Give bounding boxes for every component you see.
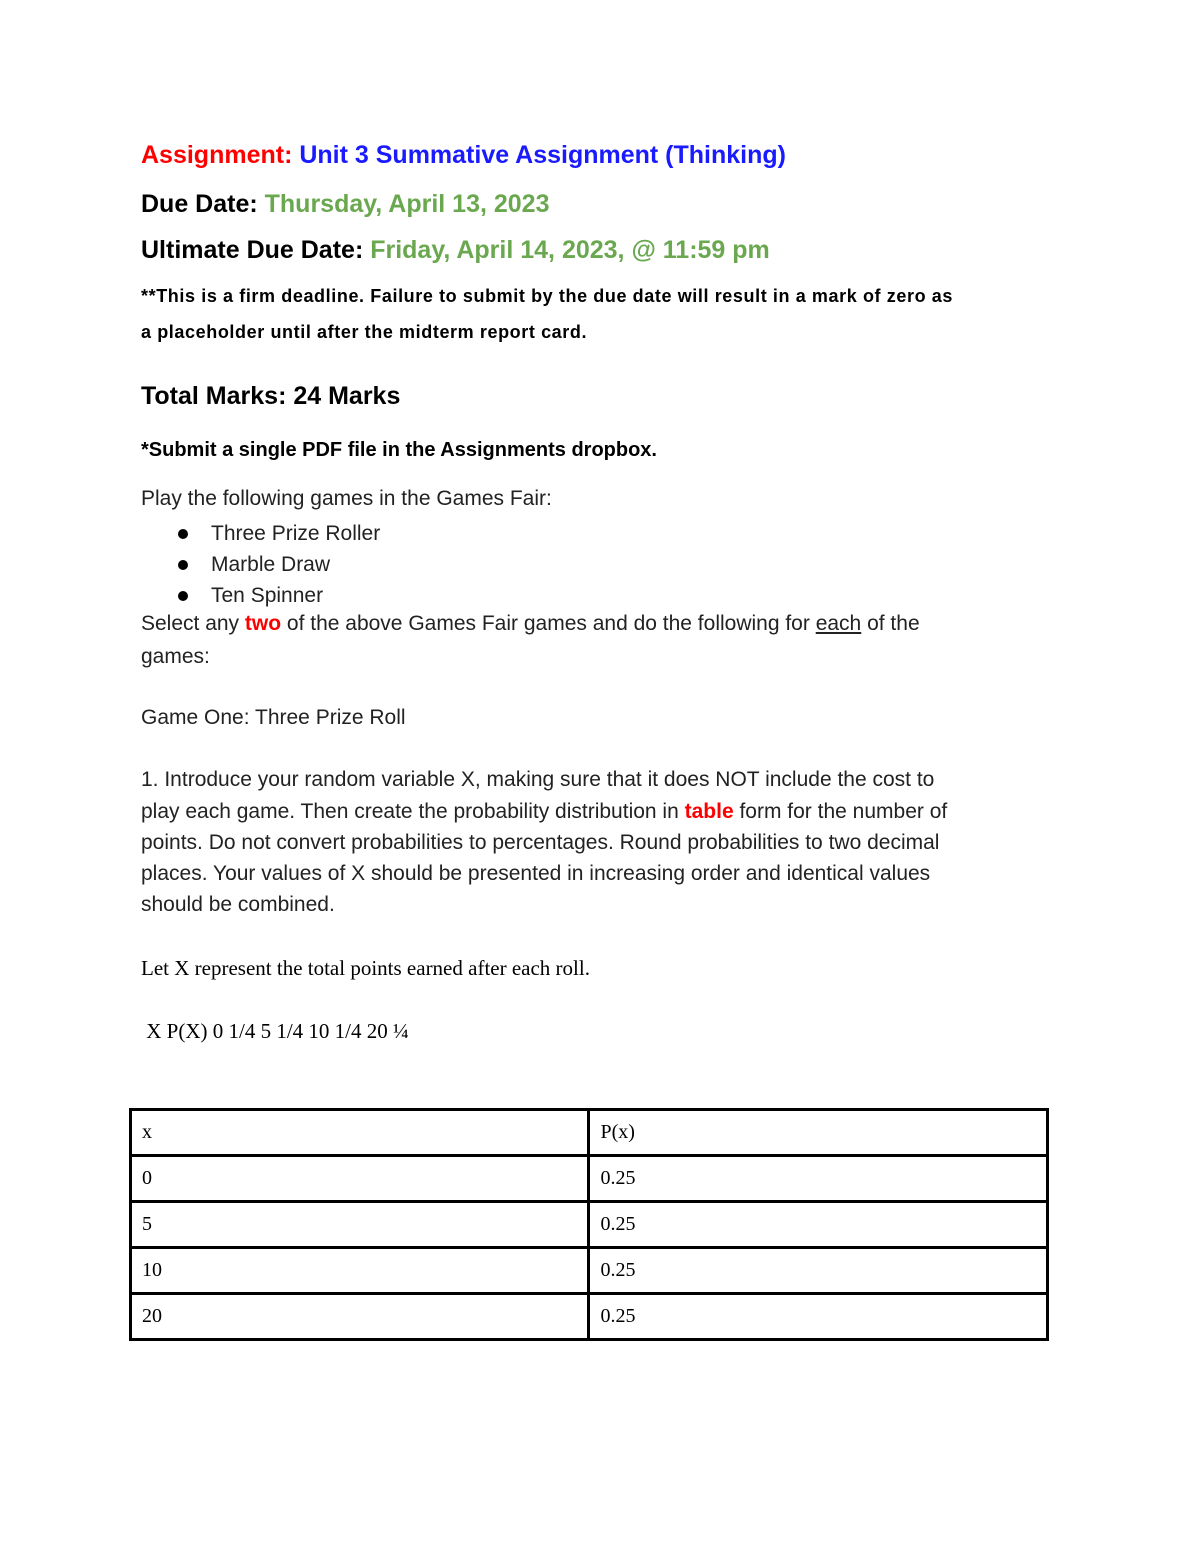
bullet-icon <box>178 591 188 601</box>
bullet-icon <box>178 529 188 539</box>
cell-x: 0 <box>131 1156 589 1202</box>
deadline-note-line1: **This is a firm deadline. Failure to submit by the due date will result in a mark of zero as <box>141 286 953 306</box>
select-instruction: Select any two of the above Games Fair games and do the following for each of the <box>141 612 920 635</box>
question1-line1: 1. Introduce your random variable X, making sure that it does NOT include the cost to <box>141 768 935 791</box>
list-item: Marble Draw <box>141 549 380 580</box>
question1-line4: places. Your values of X should be presented in increasing order and identical values <box>141 862 931 885</box>
cell-px: 0.25 <box>589 1156 1048 1202</box>
table-row <box>131 1202 1048 1248</box>
bullet-icon <box>178 560 188 570</box>
question1-line3: points. Do not convert probabilities to percentages. Round probabilities to two decimal <box>141 831 940 854</box>
table-row <box>131 1156 1048 1202</box>
table-row <box>131 1248 1048 1294</box>
ultimate-due-date-line <box>141 236 770 265</box>
header-px: P(x) <box>589 1110 1048 1156</box>
deadline-note-line2: a placeholder until after the midterm report card. <box>141 322 588 342</box>
game-one-heading: Game One: Three Prize Roll <box>141 706 406 729</box>
question1-line5: should be combined. <box>141 893 335 916</box>
list-item: Ten Spinner <box>141 580 380 611</box>
select-instruction-line2: games: <box>141 645 210 668</box>
answer-inline: X P(X) 0 1/4 5 1/4 10 1/4 20 ¼ <box>141 1019 409 1043</box>
games-list <box>141 518 380 611</box>
total-marks: Total Marks: 24 Marks <box>141 382 401 410</box>
cell-x: 20 <box>131 1294 589 1340</box>
cell-px: 0.25 <box>589 1294 1048 1340</box>
answer-let-x: Let X represent the total points earned after each roll. <box>141 956 590 980</box>
due-date-value: Thursday, April 13, 2023 <box>264 190 550 218</box>
ultimate-due-date-value: Friday, April 14, 2023, @ 11:59 pm <box>370 236 770 264</box>
emphasis-table: table <box>684 800 734 823</box>
question1-line2: play each game. Then create the probability distribution in table form for the number of <box>141 800 948 823</box>
table-header-row <box>131 1110 1048 1156</box>
assignment-title: Unit 3 Summative Assignment (Thinking) <box>299 141 786 169</box>
cell-x: 10 <box>131 1248 589 1294</box>
distribution-table <box>129 1108 1049 1341</box>
assignment-label: Assignment: <box>141 141 293 169</box>
games-intro: Play the following games in the Games Fair: <box>141 487 552 510</box>
due-date-line <box>141 190 549 219</box>
cell-x: 5 <box>131 1202 589 1248</box>
table-row <box>131 1294 1048 1340</box>
header-x: x <box>131 1110 589 1156</box>
assignment-line <box>141 141 786 170</box>
submit-note: *Submit a single PDF file in the Assignments dropbox. <box>141 439 657 461</box>
cell-px: 0.25 <box>589 1248 1048 1294</box>
emphasis-two: two <box>244 612 282 635</box>
list-item: Three Prize Roller <box>141 518 380 549</box>
emphasis-each: each <box>815 612 862 635</box>
ultimate-due-date-label: Ultimate Due Date: <box>141 236 364 264</box>
due-date-label: Due Date: <box>141 190 258 218</box>
cell-px: 0.25 <box>589 1202 1048 1248</box>
